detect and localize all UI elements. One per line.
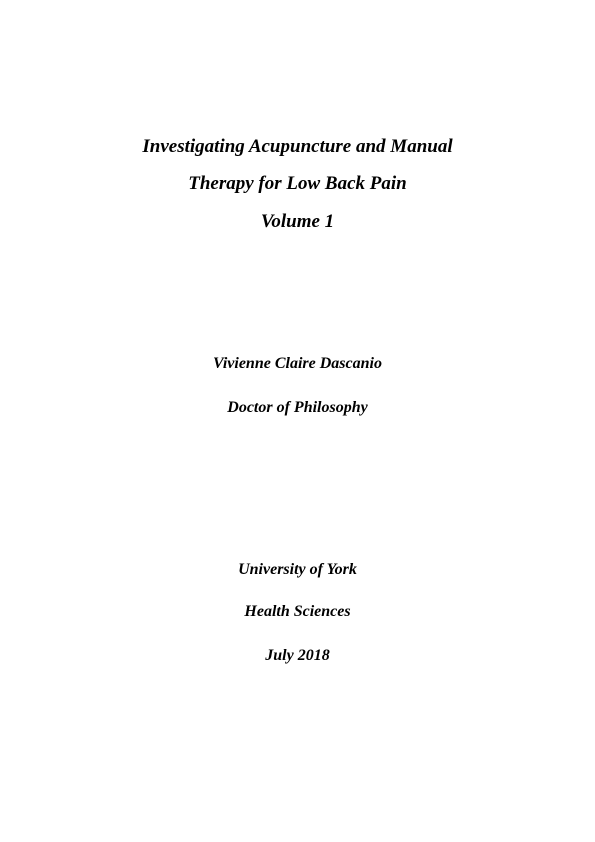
degree-name: Doctor of Philosophy — [227, 399, 368, 416]
university-name: University of York — [238, 561, 357, 578]
department-name: Health Sciences — [244, 603, 351, 620]
volume-label: Volume 1 — [260, 211, 335, 232]
submission-date: July 2018 — [265, 647, 330, 664]
thesis-title-line-1: Investigating Acupuncture and Manual — [142, 136, 453, 157]
author-name: Vivienne Claire Dascanio — [213, 355, 382, 372]
thesis-title-line-2: Therapy for Low Back Pain — [188, 173, 407, 194]
